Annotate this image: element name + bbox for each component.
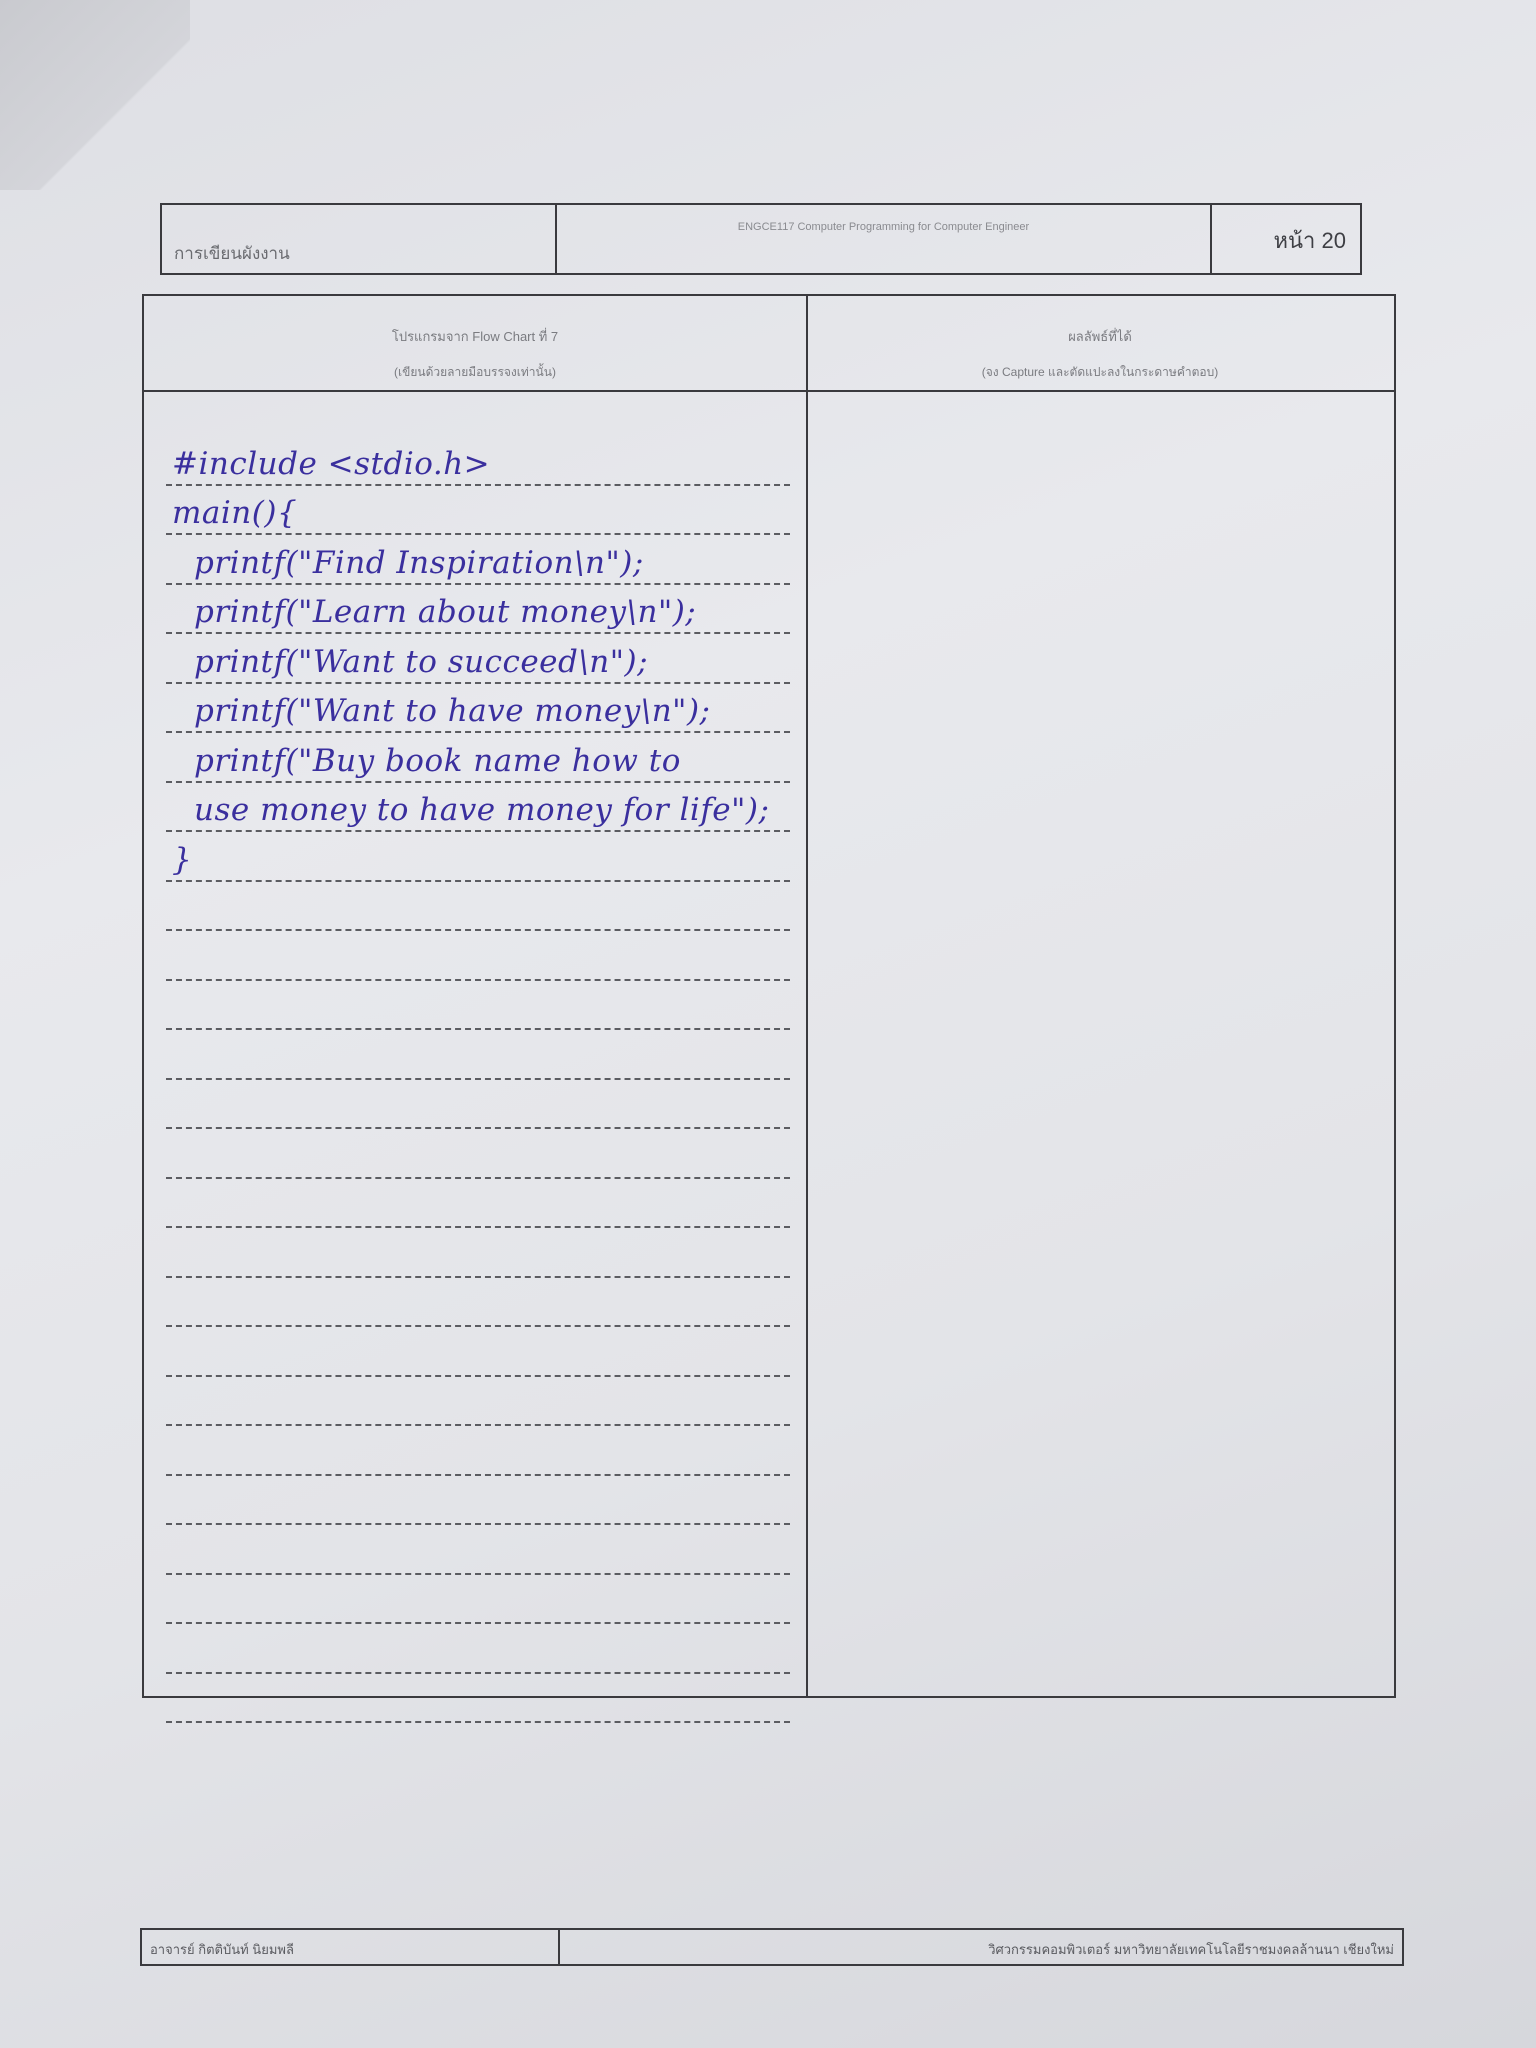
code-line-text: main(){ xyxy=(172,495,298,531)
ruled-line xyxy=(166,535,790,585)
ruled-line xyxy=(166,1030,790,1080)
answer-table xyxy=(142,294,1396,1698)
column-divider xyxy=(806,296,808,1696)
ruled-line xyxy=(166,931,790,981)
program-column-note: (เขียนด้วยลายมือบรรจงเท่านั้น) xyxy=(394,365,556,379)
program-column-title: โปรแกรมจาก Flow Chart ที่ 7 xyxy=(391,329,559,344)
code-line-text: printf("Learn about money\n"); xyxy=(194,594,697,630)
result-column-title: ผลลัพธ์ที่ได้ xyxy=(1068,329,1132,344)
footer-institution-cell xyxy=(560,1930,1402,1964)
result-column-header xyxy=(806,296,1394,390)
program-column-header xyxy=(144,296,806,390)
result-column-note: (จง Capture และตัดแปะลงในกระดาษคำตอบ) xyxy=(981,365,1219,379)
ruled-line xyxy=(166,1228,790,1278)
ruled-line xyxy=(166,486,790,536)
page-number: หน้า 20 xyxy=(1273,228,1346,253)
ruled-line xyxy=(166,585,790,635)
ruled-line xyxy=(166,1327,790,1377)
page-header xyxy=(160,203,1362,275)
ruled-line xyxy=(166,436,790,486)
ruled-line xyxy=(166,1377,790,1427)
footer-instructor-cell xyxy=(142,1930,560,1964)
institution-name: วิศวกรรมคอมพิวเตอร์ มหาวิทยาลัยเทคโนโลยีราชมงคลล้านนา เชียงใหม่ xyxy=(988,1942,1394,1957)
ruled-line xyxy=(166,1179,790,1229)
code-line-text: printf("Want to succeed\n"); xyxy=(194,643,649,680)
code-line-text: printf("Find Inspiration\n"); xyxy=(194,544,644,581)
header-section-cell xyxy=(162,205,557,273)
code-line-text: #include <stdio.h> xyxy=(172,445,491,482)
ruled-line xyxy=(166,981,790,1031)
ruled-line xyxy=(166,832,790,882)
section-label: การเขียนผังงาน xyxy=(174,244,290,263)
ruled-line xyxy=(166,1080,790,1130)
ruled-line xyxy=(166,634,790,684)
code-line-text: printf("Buy book name how to xyxy=(194,742,681,779)
ruled-line xyxy=(166,1624,790,1674)
code-line-text: } xyxy=(172,841,193,878)
ruled-line xyxy=(166,684,790,734)
page-footer xyxy=(140,1928,1404,1966)
ruled-line xyxy=(166,1129,790,1179)
header-course-cell xyxy=(557,205,1212,273)
ruled-line xyxy=(166,733,790,783)
ruled-line xyxy=(166,1575,790,1625)
ruled-line xyxy=(166,882,790,932)
ruled-line xyxy=(166,1525,790,1575)
code-line-text: use money to have money for life"); xyxy=(194,792,770,828)
header-row-divider xyxy=(144,390,1394,392)
code-line-text: printf("Want to have money\n"); xyxy=(194,693,711,729)
ruled-line xyxy=(166,1278,790,1328)
ruled-line xyxy=(166,783,790,833)
ruled-line xyxy=(166,1426,790,1476)
handwritten-code-area xyxy=(166,436,790,1723)
course-title: ENGCE117 Computer Programming for Computer Engineer xyxy=(737,221,1030,233)
ruled-line xyxy=(166,1674,790,1724)
ruled-line xyxy=(166,1476,790,1526)
header-page-cell xyxy=(1212,205,1360,273)
instructor-name: อาจารย์ กิตติบันท์ นิยมพลี xyxy=(150,1942,294,1957)
